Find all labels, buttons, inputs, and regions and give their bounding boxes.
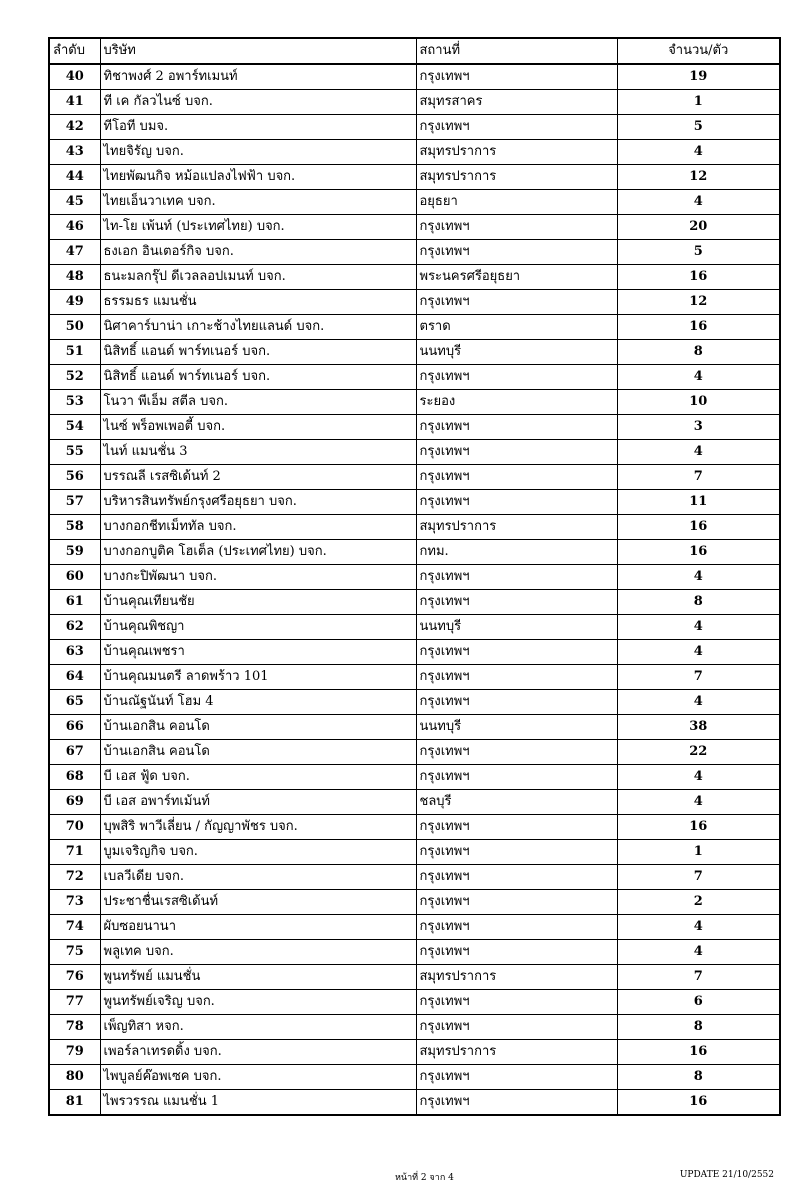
row-number: 75 [49, 940, 100, 965]
qty-cell: 4 [617, 915, 780, 940]
qty-cell: 4 [617, 790, 780, 815]
company-cell: บ้านเอกสิน คอนโด [100, 715, 416, 740]
header-no: ลำดับ [49, 38, 100, 64]
place-cell: กรุงเทพฯ [416, 1065, 617, 1090]
table-row [49, 165, 780, 190]
place-cell: สมุทรปราการ [416, 515, 617, 540]
place-cell: กรุงเทพฯ [416, 240, 617, 265]
qty-cell: 16 [617, 515, 780, 540]
qty-cell: 16 [617, 315, 780, 340]
table-row [49, 390, 780, 415]
qty-cell: 12 [617, 165, 780, 190]
company-cell: บริหารสินทรัพย์กรุงศรีอยุธยา บจก. [100, 490, 416, 515]
table-row [49, 590, 780, 615]
place-cell: สมุทรสาคร [416, 90, 617, 115]
place-cell: นนทบุรี [416, 715, 617, 740]
qty-cell: 4 [617, 940, 780, 965]
qty-cell: 4 [617, 565, 780, 590]
table-row [49, 415, 780, 440]
place-cell: ระยอง [416, 390, 617, 415]
qty-cell: 4 [617, 690, 780, 715]
company-cell: ทิชาพงศ์ 2 อพาร์ทเมนท์ [100, 64, 416, 90]
page-footer [0, 1170, 800, 1186]
place-cell: กรุงเทพฯ [416, 940, 617, 965]
table-row [49, 990, 780, 1015]
company-cell: บ้านคุณเพชรา [100, 640, 416, 665]
qty-cell: 8 [617, 1065, 780, 1090]
company-cell: บี เอส อพาร์ทเม้นท์ [100, 790, 416, 815]
row-number: 41 [49, 90, 100, 115]
company-cell: บางกอกบูติค โฮเต็ล (ประเทศไทย) บจก. [100, 540, 416, 565]
company-cell: โนวา พีเอ็ม สตีล บจก. [100, 390, 416, 415]
place-cell: กรุงเทพฯ [416, 440, 617, 465]
company-cell: ไท-โย เพ้นท์ (ประเทศไทย) บจก. [100, 215, 416, 240]
table-row [49, 315, 780, 340]
place-cell: กรุงเทพฯ [416, 490, 617, 515]
place-cell: สมุทรปราการ [416, 965, 617, 990]
qty-cell: 4 [617, 440, 780, 465]
qty-cell: 5 [617, 240, 780, 265]
company-cell: บุพสิริ พาวีเลี่ยน / กัญญาพัชร บจก. [100, 815, 416, 840]
company-cell: ประชาชื่นเรสซิเด้นท์ [100, 890, 416, 915]
table-row [49, 340, 780, 365]
page-number: หน้าที่ 2 จาก 4 [395, 1173, 454, 1183]
company-cell: นิศาคาร์บาน่า เกาะช้างไทยแลนด์ บจก. [100, 315, 416, 340]
company-cell: บางกะปิพัฒนา บจก. [100, 565, 416, 590]
qty-cell: 16 [617, 265, 780, 290]
row-number: 72 [49, 865, 100, 890]
place-cell: นนทบุรี [416, 340, 617, 365]
company-cell: พลูเทค บจก. [100, 940, 416, 965]
company-cell: นิสิทธิ์ แอนด์ พาร์ทเนอร์ บจก. [100, 365, 416, 390]
place-cell: ตราด [416, 315, 617, 340]
company-cell: เพ็ญทิสา หจก. [100, 1015, 416, 1040]
table-row [49, 640, 780, 665]
row-number: 70 [49, 815, 100, 840]
place-cell: กรุงเทพฯ [416, 740, 617, 765]
qty-cell: 20 [617, 215, 780, 240]
table-row [49, 1015, 780, 1040]
company-cell: บางกอกชีทเม็ททัล บจก. [100, 515, 416, 540]
row-number: 50 [49, 315, 100, 340]
row-number: 46 [49, 215, 100, 240]
table-row [49, 515, 780, 540]
place-cell: กรุงเทพฯ [416, 115, 617, 140]
table-row [49, 615, 780, 640]
place-cell: กรุงเทพฯ [416, 765, 617, 790]
qty-cell: 6 [617, 990, 780, 1015]
table-row [49, 1090, 780, 1116]
company-cell: บี เอส ฟู้ด บจก. [100, 765, 416, 790]
row-number: 67 [49, 740, 100, 765]
row-number: 68 [49, 765, 100, 790]
qty-cell: 4 [617, 190, 780, 215]
row-number: 61 [49, 590, 100, 615]
table-row [49, 840, 780, 865]
table-row [49, 115, 780, 140]
row-number: 45 [49, 190, 100, 215]
place-cell: กรุงเทพฯ [416, 415, 617, 440]
qty-cell: 2 [617, 890, 780, 915]
table-row [49, 365, 780, 390]
row-number: 57 [49, 490, 100, 515]
company-cell: ผับซอยนานา [100, 915, 416, 940]
qty-cell: 19 [617, 64, 780, 90]
customer-table [48, 37, 781, 1116]
row-number: 65 [49, 690, 100, 715]
row-number: 73 [49, 890, 100, 915]
table-row [49, 490, 780, 515]
header-place: สถานที่ [416, 38, 617, 64]
row-number: 58 [49, 515, 100, 540]
row-number: 49 [49, 290, 100, 315]
company-cell: ธนะมลกรุ๊ป ดีเวลลอปเมนท์ บจก. [100, 265, 416, 290]
qty-cell: 4 [617, 365, 780, 390]
company-cell: บ้านเอกสิน คอนโด [100, 740, 416, 765]
row-number: 81 [49, 1090, 100, 1116]
update-stamp: UPDATE 21/10/2552 [679, 1170, 774, 1180]
company-cell: ธงเอก อินเตอร์กิจ บจก. [100, 240, 416, 265]
table-row [49, 1065, 780, 1090]
qty-cell: 7 [617, 865, 780, 890]
row-number: 40 [49, 64, 100, 90]
table-row [49, 815, 780, 840]
table-row [49, 565, 780, 590]
row-number: 64 [49, 665, 100, 690]
place-cell: กรุงเทพฯ [416, 1090, 617, 1116]
table-row [49, 240, 780, 265]
table-row [49, 865, 780, 890]
row-number: 43 [49, 140, 100, 165]
place-cell: กรุงเทพฯ [416, 590, 617, 615]
company-cell: พูนทรัพย์ แมนชั่น [100, 965, 416, 990]
row-number: 80 [49, 1065, 100, 1090]
place-cell: สมุทรปราการ [416, 165, 617, 190]
qty-cell: 11 [617, 490, 780, 515]
qty-cell: 4 [617, 765, 780, 790]
row-number: 59 [49, 540, 100, 565]
place-cell: กทม. [416, 540, 617, 565]
qty-cell: 4 [617, 140, 780, 165]
qty-cell: 16 [617, 1090, 780, 1116]
row-number: 54 [49, 415, 100, 440]
place-cell: กรุงเทพฯ [416, 465, 617, 490]
place-cell: ชลบุรี [416, 790, 617, 815]
place-cell: สมุทรปราการ [416, 140, 617, 165]
company-cell: ที เค กัลวไนซ์ บจก. [100, 90, 416, 115]
row-number: 78 [49, 1015, 100, 1040]
company-cell: เพอร์ลาเทรดดิ้ง บจก. [100, 1040, 416, 1065]
table-row [49, 940, 780, 965]
qty-cell: 38 [617, 715, 780, 740]
row-number: 42 [49, 115, 100, 140]
qty-cell: 8 [617, 340, 780, 365]
place-cell: พระนครศรีอยุธยา [416, 265, 617, 290]
qty-cell: 22 [617, 740, 780, 765]
row-number: 77 [49, 990, 100, 1015]
place-cell: กรุงเทพฯ [416, 690, 617, 715]
qty-cell: 4 [617, 640, 780, 665]
place-cell: กรุงเทพฯ [416, 840, 617, 865]
qty-cell: 3 [617, 415, 780, 440]
qty-cell: 7 [617, 465, 780, 490]
row-number: 74 [49, 915, 100, 940]
company-cell: พูนทรัพย์เจริญ บจก. [100, 990, 416, 1015]
row-number: 48 [49, 265, 100, 290]
place-cell: กรุงเทพฯ [416, 915, 617, 940]
company-cell: ไนซ์ พร็อพเพอตี้ บจก. [100, 415, 416, 440]
row-number: 66 [49, 715, 100, 740]
company-cell: บ้านคุณเทียนชัย [100, 590, 416, 615]
place-cell: กรุงเทพฯ [416, 990, 617, 1015]
place-cell: นนทบุรี [416, 615, 617, 640]
table-row [49, 690, 780, 715]
place-cell: กรุงเทพฯ [416, 665, 617, 690]
qty-cell: 5 [617, 115, 780, 140]
table-row [49, 90, 780, 115]
company-cell: บ้านคุณพิชญา [100, 615, 416, 640]
place-cell: อยุธยา [416, 190, 617, 215]
row-number: 56 [49, 465, 100, 490]
row-number: 60 [49, 565, 100, 590]
row-number: 79 [49, 1040, 100, 1065]
company-cell: ไทยเอ็นวาเทค บจก. [100, 190, 416, 215]
table-row [49, 765, 780, 790]
place-cell: สมุทรปราการ [416, 1040, 617, 1065]
row-number: 47 [49, 240, 100, 265]
place-cell: กรุงเทพฯ [416, 565, 617, 590]
company-cell: บ้านณัฐนันท์ โฮม 4 [100, 690, 416, 715]
row-number: 62 [49, 615, 100, 640]
company-cell: บรรณลี เรสซิเด้นท์ 2 [100, 465, 416, 490]
company-cell: ทีโอที บมจ. [100, 115, 416, 140]
qty-cell: 10 [617, 390, 780, 415]
company-cell: บูมเจริญกิจ บจก. [100, 840, 416, 865]
table-row [49, 1040, 780, 1065]
table-row [49, 190, 780, 215]
header-row [49, 38, 780, 64]
row-number: 71 [49, 840, 100, 865]
qty-cell: 8 [617, 590, 780, 615]
qty-cell: 16 [617, 815, 780, 840]
place-cell: กรุงเทพฯ [416, 290, 617, 315]
qty-cell: 7 [617, 665, 780, 690]
place-cell: กรุงเทพฯ [416, 215, 617, 240]
qty-cell: 8 [617, 1015, 780, 1040]
table-row [49, 965, 780, 990]
table-row [49, 890, 780, 915]
row-number: 53 [49, 390, 100, 415]
company-cell: ไนท์ แมนชั่น 3 [100, 440, 416, 465]
place-cell: กรุงเทพฯ [416, 890, 617, 915]
place-cell: กรุงเทพฯ [416, 64, 617, 90]
table-row [49, 140, 780, 165]
company-cell: ไพรวรรณ แมนชั่น 1 [100, 1090, 416, 1116]
place-cell: กรุงเทพฯ [416, 1015, 617, 1040]
qty-cell: 16 [617, 1040, 780, 1065]
place-cell: กรุงเทพฯ [416, 865, 617, 890]
table-row [49, 440, 780, 465]
table-row [49, 540, 780, 565]
company-cell: นิสิทธิ์ แอนด์ พาร์ทเนอร์ บจก. [100, 340, 416, 365]
row-number: 44 [49, 165, 100, 190]
table-row [49, 215, 780, 240]
table-row [49, 665, 780, 690]
place-cell: กรุงเทพฯ [416, 365, 617, 390]
company-cell: ไทยจิรัญ บจก. [100, 140, 416, 165]
table-row [49, 290, 780, 315]
qty-cell: 1 [617, 90, 780, 115]
company-cell: เบลวีเดีย บจก. [100, 865, 416, 890]
qty-cell: 1 [617, 840, 780, 865]
place-cell: กรุงเทพฯ [416, 640, 617, 665]
header-company: บริษัท [100, 38, 416, 64]
table-row [49, 790, 780, 815]
table-row [49, 715, 780, 740]
table-row [49, 465, 780, 490]
qty-cell: 7 [617, 965, 780, 990]
company-cell: บ้านคุณมนตรี ลาดพร้าว 101 [100, 665, 416, 690]
row-number: 52 [49, 365, 100, 390]
table-row [49, 64, 780, 90]
qty-cell: 12 [617, 290, 780, 315]
row-number: 51 [49, 340, 100, 365]
company-cell: ไทยพัฒนกิจ หม้อแปลงไฟฟ้า บจก. [100, 165, 416, 190]
table-row [49, 265, 780, 290]
row-number: 63 [49, 640, 100, 665]
place-cell: กรุงเทพฯ [416, 815, 617, 840]
table-row [49, 915, 780, 940]
qty-cell: 4 [617, 615, 780, 640]
table-body [49, 64, 780, 1115]
row-number: 69 [49, 790, 100, 815]
header-qty: จำนวน/ตัว [617, 38, 780, 64]
qty-cell: 16 [617, 540, 780, 565]
table-row [49, 740, 780, 765]
company-cell: ไพบูลย์ค๊อพเซค บจก. [100, 1065, 416, 1090]
row-number: 76 [49, 965, 100, 990]
row-number: 55 [49, 440, 100, 465]
company-cell: ธรรมธร แมนชั่น [100, 290, 416, 315]
